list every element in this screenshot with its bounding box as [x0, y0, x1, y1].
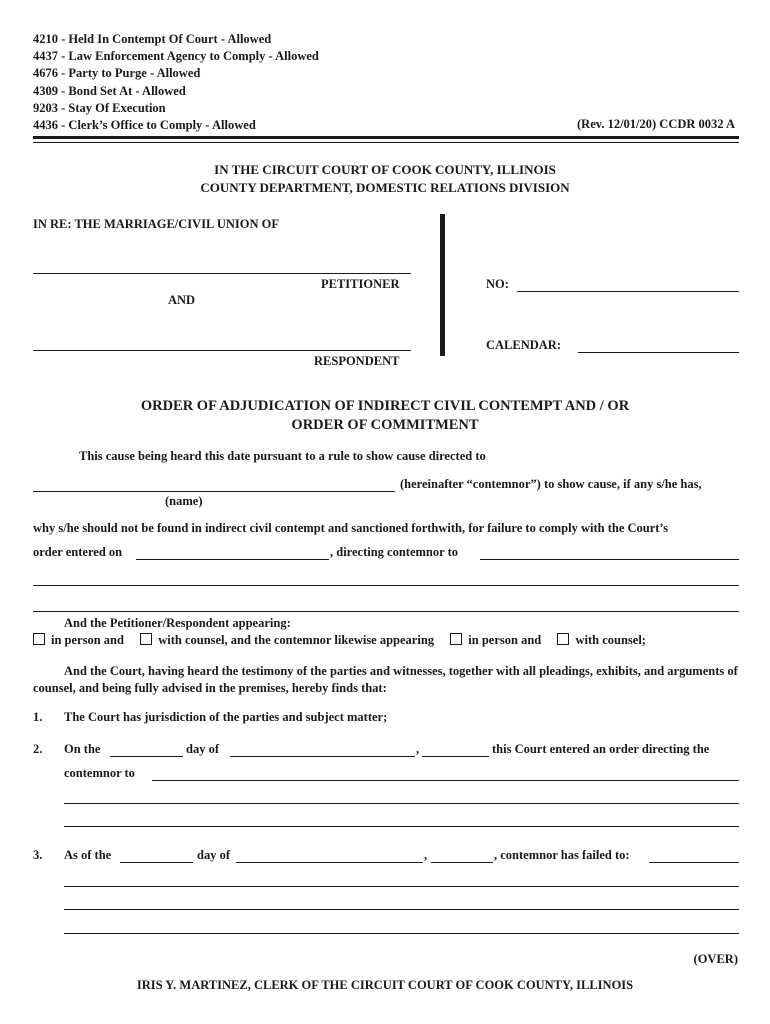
why-text: why s/he should not be found in indirect civil contempt and sanctioned forthwith, for failure to comply with the Court’s [33, 521, 668, 535]
over-label: (OVER) [693, 952, 738, 966]
respondent-label: RESPONDENT [314, 354, 400, 368]
finding-3-month-field[interactable] [236, 862, 423, 863]
order-title [0, 397, 770, 435]
disposition-codes [33, 31, 319, 134]
finding-2-directive-line2[interactable] [64, 803, 739, 804]
finding-3-day-of: day of [197, 848, 230, 862]
directing-label: , directing contemnor to [330, 545, 458, 559]
finding-3-day-field[interactable] [120, 862, 193, 863]
order-title-line2: ORDER OF COMMITMENT [291, 417, 479, 433]
directing-field-line2[interactable] [33, 585, 739, 586]
respondent-name-field[interactable] [33, 350, 411, 351]
hereinafter-text: (hereinafter “contemnor”) to show cause, if any s/he has, [400, 477, 702, 491]
form-revision: (Rev. 12/01/20) CCDR 0032 A [577, 117, 735, 131]
finding-3-as-of: As of the [64, 848, 112, 862]
contemnor-with-counsel-checkbox[interactable] [557, 633, 569, 645]
finding-1-number: 1. [33, 710, 43, 724]
in-person-label: in person and [468, 633, 542, 647]
code-line: 4436 - Clerk’s Office to Comply - Allowed [33, 117, 256, 132]
finding-2-entered: this Court entered an order directing the [492, 742, 710, 756]
court-heading [0, 161, 770, 197]
with-counsel-label: with counsel; [575, 633, 646, 647]
code-line: 9203 - Stay Of Execution [33, 100, 166, 115]
finding-3-number: 3. [33, 848, 43, 862]
contemnor-name-field[interactable] [33, 491, 395, 492]
in-re-label: IN RE: THE MARRIAGE/CIVIL UNION OF [33, 217, 279, 231]
finding-2-directive-line3[interactable] [64, 826, 739, 827]
finding-2-on-the: On the [64, 742, 101, 756]
directing-field-line3[interactable] [33, 611, 739, 612]
finding-3-failure-line4[interactable] [64, 933, 739, 934]
finding-2-directive-field[interactable] [152, 780, 739, 781]
intro-text: This cause being heard this date pursuant to a rule to show cause directed to [79, 449, 486, 463]
appearance-options [33, 633, 646, 648]
petitioner-with-counsel-checkbox[interactable] [140, 633, 152, 645]
finding-3-failure-line3[interactable] [64, 909, 739, 910]
court-name: IN THE CIRCUIT COURT OF COOK COUNTY, ILLINOIS [214, 162, 556, 177]
order-date-field[interactable] [136, 559, 329, 560]
contemnor-in-person-checkbox[interactable] [450, 633, 462, 645]
header-rule-thin [33, 142, 739, 143]
code-line: 4210 - Held In Contempt Of Court - Allowed [33, 32, 272, 46]
calendar-label: CALENDAR: [486, 338, 561, 352]
code-line: 4676 - Party to Purge - Allowed [33, 66, 201, 81]
finding-2-contemnor-to: contemnor to [64, 766, 135, 780]
calendar-field[interactable] [578, 352, 739, 353]
petitioner-label: PETITIONER [321, 277, 400, 291]
finding-2-comma: , [416, 742, 420, 756]
court-division: COUNTY DEPARTMENT, DOMESTIC RELATIONS DIVISION [200, 180, 570, 195]
in-person-label: in person and [51, 633, 124, 647]
code-line: 4437 - Law Enforcement Agency to Comply - Allowed [33, 49, 319, 64]
finding-3-failure-line2[interactable] [64, 886, 739, 887]
finding-3-failed: , contemnor has failed to: [494, 848, 630, 862]
and-label: AND [168, 293, 196, 307]
clerk-footer: IRIS Y. MARTINEZ, CLERK OF THE CIRCUIT COURT OF COOK COUNTY, ILLINOIS [136, 978, 634, 992]
finding-2-year-field[interactable] [422, 756, 489, 757]
case-number-label: NO: [486, 277, 509, 291]
finding-3-comma: , [424, 848, 428, 862]
finding-2-day-field[interactable] [110, 756, 183, 757]
case-number-field[interactable] [517, 291, 739, 292]
court-finds-paragraph: And the Court, having heard the testimony of the parties and witnesses, together with all pleadings, exhibits, and arguments of counsel, and being fully advised in the premises, hereby finds that: [33, 664, 738, 695]
order-title-line1: ORDER OF ADJUDICATION OF INDIRECT CIVIL CONTEMPT AND / OR [140, 398, 630, 414]
name-caption: (name) [165, 494, 203, 508]
appearing-text: And the Petitioner/Respondent appearing: [64, 616, 291, 630]
petitioner-in-person-checkbox[interactable] [33, 633, 45, 645]
caption-divider [440, 214, 445, 356]
finding-1-text: The Court has jurisdiction of the parties and subject matter; [64, 710, 388, 724]
finding-3-year-field[interactable] [431, 862, 493, 863]
finding-2-day-of: day of [186, 742, 219, 756]
directing-field[interactable] [480, 559, 739, 560]
finding-2-number: 2. [33, 742, 43, 756]
finding-3-failure-field[interactable] [649, 862, 739, 863]
code-line: 4309 - Bond Set At - Allowed [33, 83, 186, 98]
with-counsel-label: with counsel, and the contemnor likewise appearing [158, 633, 435, 647]
header-rule-thick [33, 136, 739, 139]
petitioner-name-field[interactable] [33, 273, 411, 274]
order-entered-label: order entered on [33, 545, 123, 559]
finding-2-month-field[interactable] [230, 756, 415, 757]
